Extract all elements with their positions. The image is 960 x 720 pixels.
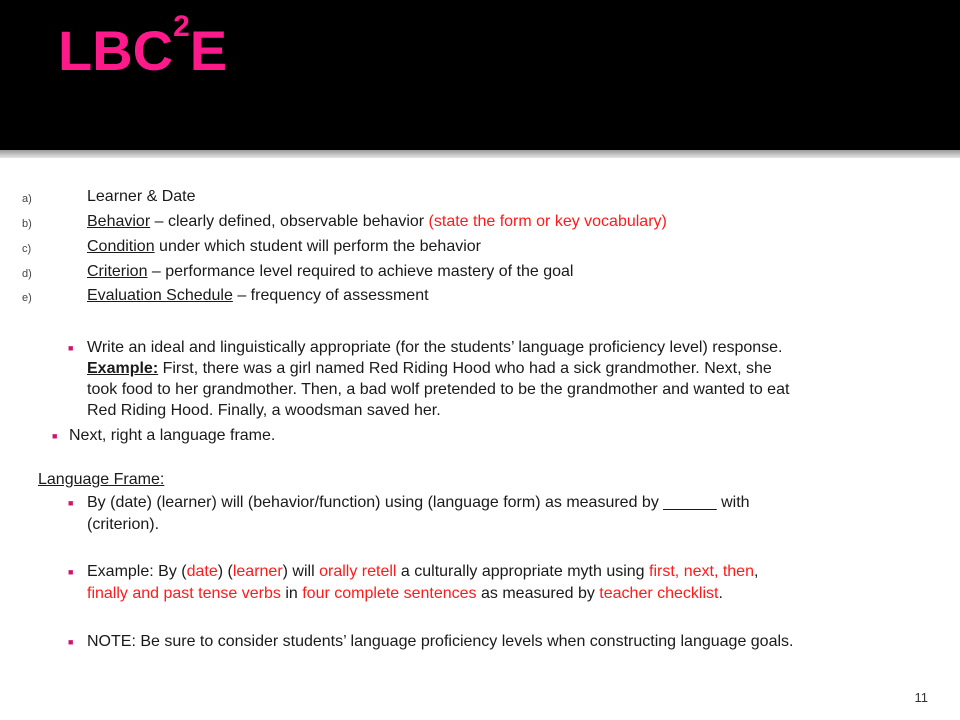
square-bullet-icon: ■ [68,567,74,577]
square-bullet-icon: ■ [52,431,58,441]
title-divider [0,150,960,158]
square-bullet-icon: ■ [68,343,74,353]
language-frame-heading: Language Frame: [38,471,165,488]
language-frame-bullet: By (date) (learner) will (behavior/function) using (language form) as measured by ______ with (criterion). [87,494,750,533]
next-step-bullet: Next, right a language frame. [69,427,276,444]
page-number: 11 [914,690,928,705]
note-bullet: NOTE: Be sure to consider students’ language proficiency levels when constructing language goals. [87,633,794,650]
example-frame-bullet: Example: By (date) (learner) will orally retell a culturally appropriate myth using first, next, then, finally and past tense verbs in four complete sentences as measured by teacher checklist. [87,563,759,602]
write-response-bullet: Write an ideal and linguistically appropriate (for the students’ language proficiency level) response. Example: First, there was a girl named Red Riding Hood who had a sick grandmother. Next, she took food to her grandmother. Then, a bad wolf pretended to be the grandmother and wanted to eat Red Riding Hood. Finally, a woodsman saved her. [87,339,790,419]
square-bullet-icon: ■ [68,498,74,508]
square-bullet-icon: ■ [68,637,74,647]
slide-title: LBC$^2$E [58,10,228,82]
